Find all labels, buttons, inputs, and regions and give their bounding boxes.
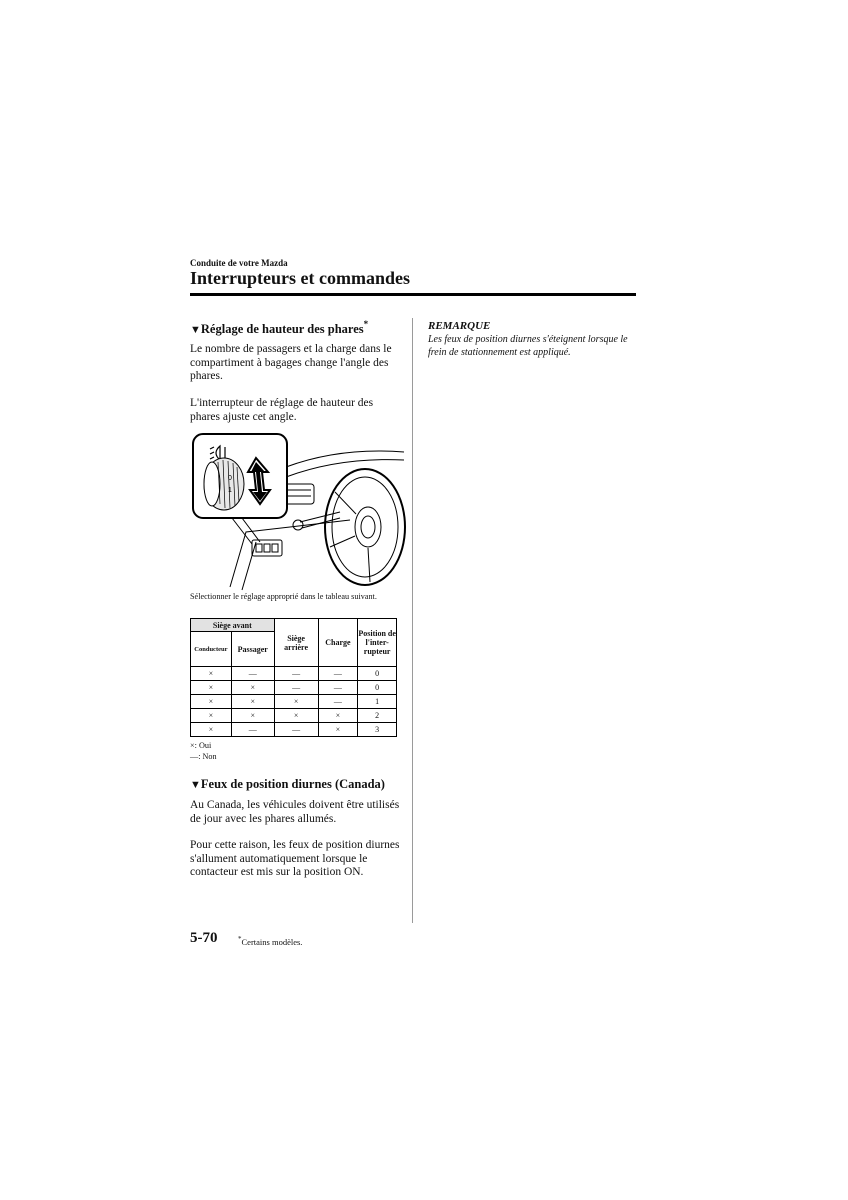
legend-yes: ×: Oui: [190, 741, 212, 750]
note-title: REMARQUE: [428, 320, 491, 332]
table-row: [191, 681, 397, 695]
table-cell: —: [318, 695, 358, 709]
header-load: Charge: [318, 619, 358, 667]
table-cell: ×: [274, 709, 318, 723]
header-driver: Conducteur: [191, 632, 232, 667]
table-cell: ×: [191, 667, 232, 681]
table-cell: ×: [231, 681, 274, 695]
table-cell: 1: [358, 695, 397, 709]
table-cell: ×: [191, 681, 232, 695]
table-caption: Sélectionner le réglage approprié dans le tableau suivant.: [190, 592, 377, 601]
triangle-marker-icon: ▼: [190, 779, 201, 791]
dashboard-drawing: [190, 432, 406, 592]
table-cell: ×: [318, 709, 358, 723]
headlight-switch-illustration: [190, 432, 406, 592]
table-row: [191, 709, 397, 723]
paragraph-passengers-load: Le nombre de passagers et la charge dans le compartiment à bagages change l'angle des phares.: [190, 343, 392, 382]
note-text: Les feux de position diurnes s'éteignent lorsque le frein de stationnement est appliqué.: [428, 334, 628, 358]
legend-no: —: Non: [190, 752, 217, 761]
section-label: Conduite de votre Mazda: [190, 258, 288, 268]
headlight-position-table: [190, 618, 397, 737]
table-cell: ×: [231, 709, 274, 723]
table-cell: 3: [358, 723, 397, 737]
title-rule: [190, 293, 636, 296]
dial-number-1: 1: [228, 487, 232, 494]
table-cell: —: [318, 681, 358, 695]
page-number: 5-70: [190, 930, 218, 946]
footnote-text: Certains modèles.: [241, 936, 303, 947]
table-cell: ×: [191, 695, 232, 709]
heading-headlight-leveling-text: Réglage de hauteur des phares: [200, 322, 364, 337]
header-rear-seat: Siège arrière: [274, 619, 318, 667]
heading-daytime-running-lights-text: Feux de position diurnes (Canada): [200, 777, 385, 791]
table-cell: —: [274, 723, 318, 737]
table-cell: ×: [191, 709, 232, 723]
table-cell: —: [274, 681, 318, 695]
heading-headlight-leveling: [190, 320, 368, 337]
table-row: [191, 695, 397, 709]
table-cell: ×: [191, 723, 232, 737]
table-cell: ×: [274, 695, 318, 709]
table-cell: ×: [318, 723, 358, 737]
page-title: Interrupteurs et commandes: [190, 268, 410, 288]
table-cell: 0: [358, 667, 397, 681]
asterisk-marker: *: [363, 319, 369, 329]
table-cell: ×: [231, 695, 274, 709]
triangle-marker-icon: ▼: [190, 324, 201, 337]
table-row: [191, 723, 397, 737]
header-passenger: Passager: [231, 632, 274, 667]
footnote-asterisk: *: [238, 935, 242, 943]
header-front-seat: Siège avant: [191, 619, 275, 632]
dial-number-0: 0: [228, 475, 232, 482]
paragraph-automatic-lights: Pour cette raison, les feux de position diurnes s'allument automatiquement lorsque le contacteur est mis sur la position ON.: [190, 839, 400, 878]
table-cell: —: [318, 667, 358, 681]
paragraph-switch-adjusts: L'interrupteur de réglage de hauteur des phares ajuste cet angle.: [190, 397, 374, 423]
footnote: [238, 935, 302, 947]
paragraph-canada-requirement: Au Canada, les véhicules doivent être utilisés de jour avec les phares allumés.: [190, 799, 400, 825]
table-cell: 0: [358, 681, 397, 695]
heading-daytime-running-lights: [190, 777, 385, 792]
table-cell: —: [274, 667, 318, 681]
table-cell: —: [231, 723, 274, 737]
table-cell: 2: [358, 709, 397, 723]
table-row: [191, 667, 397, 681]
column-divider: [412, 318, 413, 923]
header-switch-position: Position de l'inter-rupteur: [358, 619, 397, 667]
table-cell: —: [231, 667, 274, 681]
